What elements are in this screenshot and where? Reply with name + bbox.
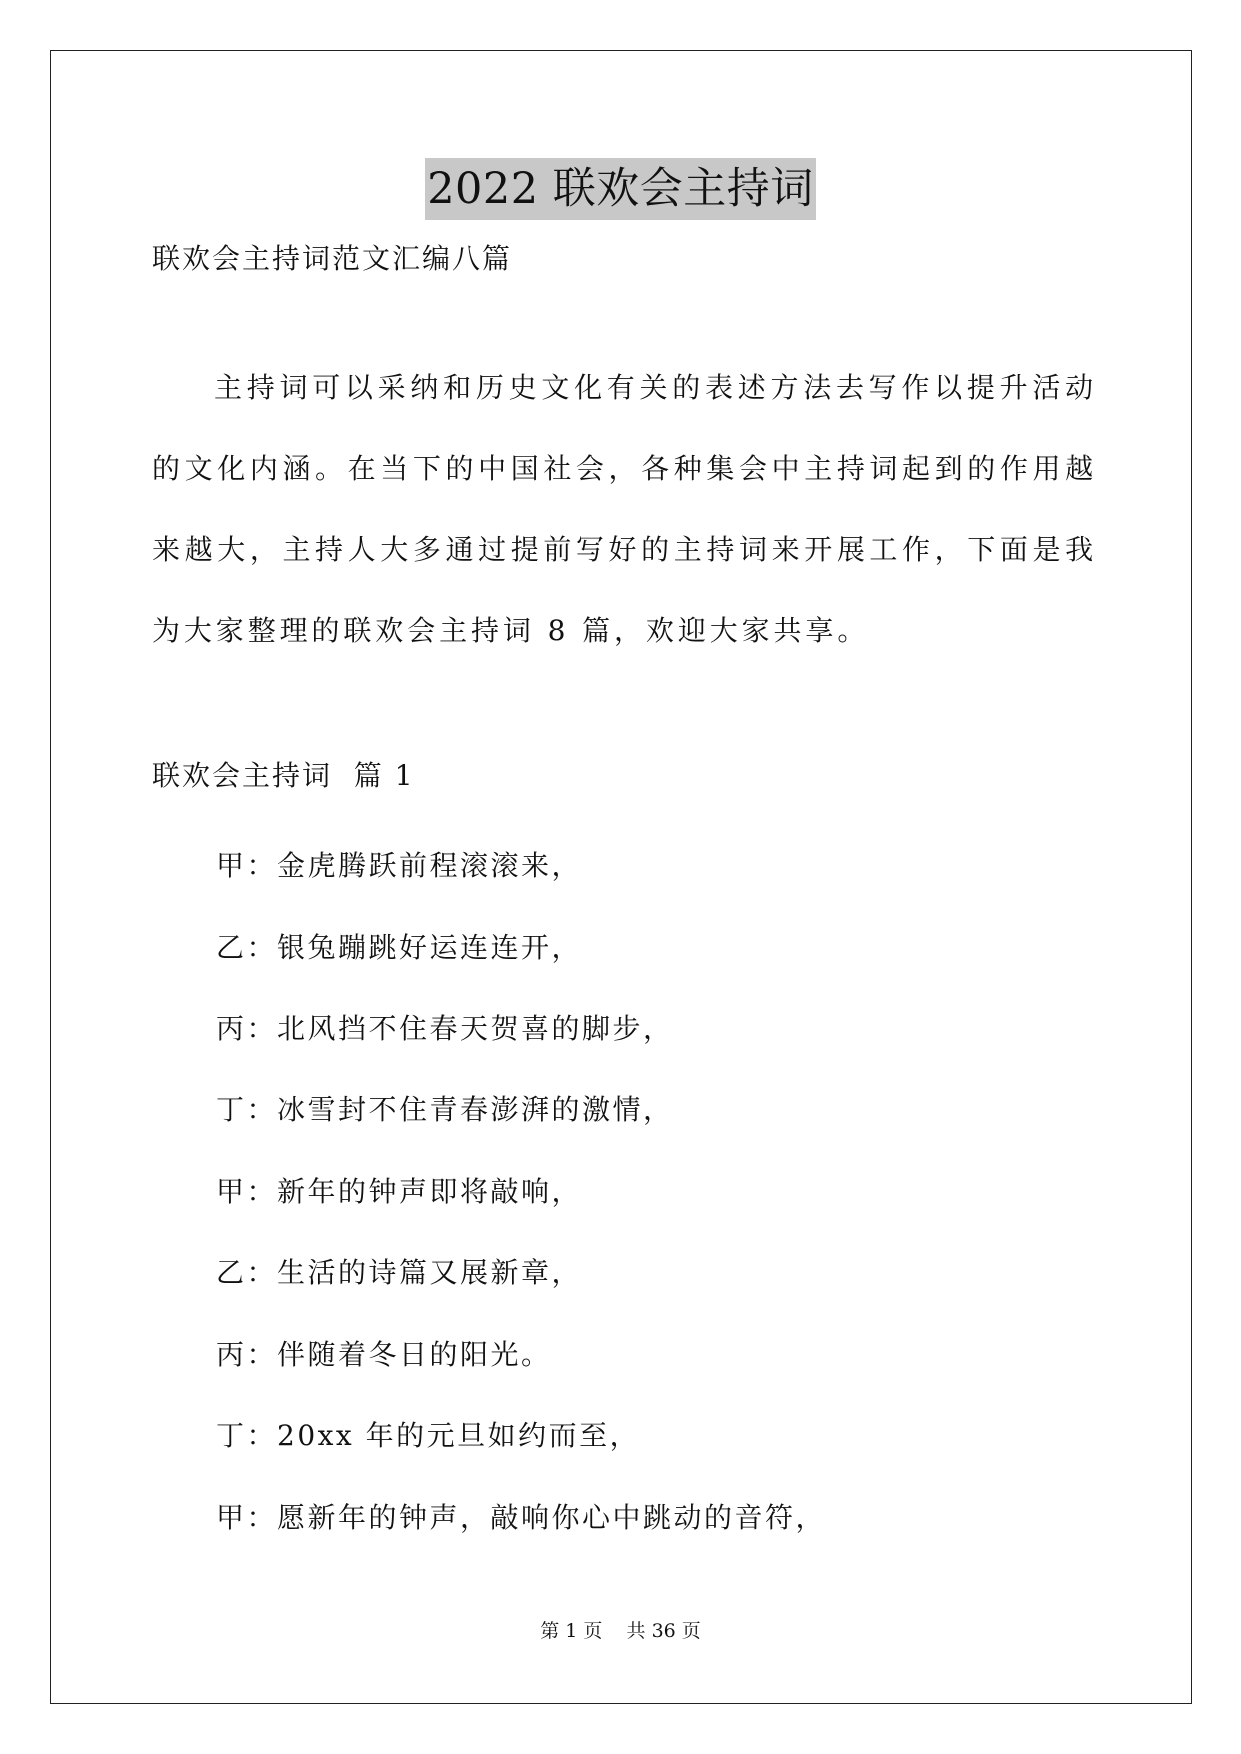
dialogue-line: 甲：金虎腾跃前程滚滚来， xyxy=(216,849,583,882)
dialogue-line: 丙：伴随着冬日的阳光。 xyxy=(216,1338,552,1371)
dialogue-line: 乙：生活的诗篇又展新章， xyxy=(216,1256,583,1289)
section-heading: 联欢会主持词 篇 1 xyxy=(152,759,415,792)
page-footer: 第 1 页 共 36 页 xyxy=(540,1620,701,1642)
dialogue-line: 乙：银兔蹦跳好运连连开， xyxy=(216,931,583,964)
dialogue-line: 丁：冰雪封不住青春澎湃的激情， xyxy=(216,1093,674,1126)
dialogue-line: 丁：20xx 年的元旦如约而至， xyxy=(216,1419,641,1452)
intro-paragraph: 主持词可以采纳和历史文化有关的表述方法去写作以提升活动的文化内涵。在当下的中国社会，各种集会中主持词起到的作用越来越大，主持人大多通过提前写好的主持词来开展工作，下面是我为大家整理的联欢会主持词 8 篇，欢迎大家共享。 xyxy=(152,371,1097,647)
dialogue-line: 甲：愿新年的钟声，敲响你心中跳动的音符， xyxy=(216,1501,827,1534)
document-subtitle: 联欢会主持词范文汇编八篇 xyxy=(152,242,513,275)
dialogue-line: 甲：新年的钟声即将敲响， xyxy=(216,1175,583,1208)
dialogue-line: 丙：北风挡不住春天贺喜的脚步， xyxy=(216,1012,674,1045)
document-title: 2022 联欢会主持词 xyxy=(425,158,816,220)
title-container xyxy=(0,158,1241,220)
